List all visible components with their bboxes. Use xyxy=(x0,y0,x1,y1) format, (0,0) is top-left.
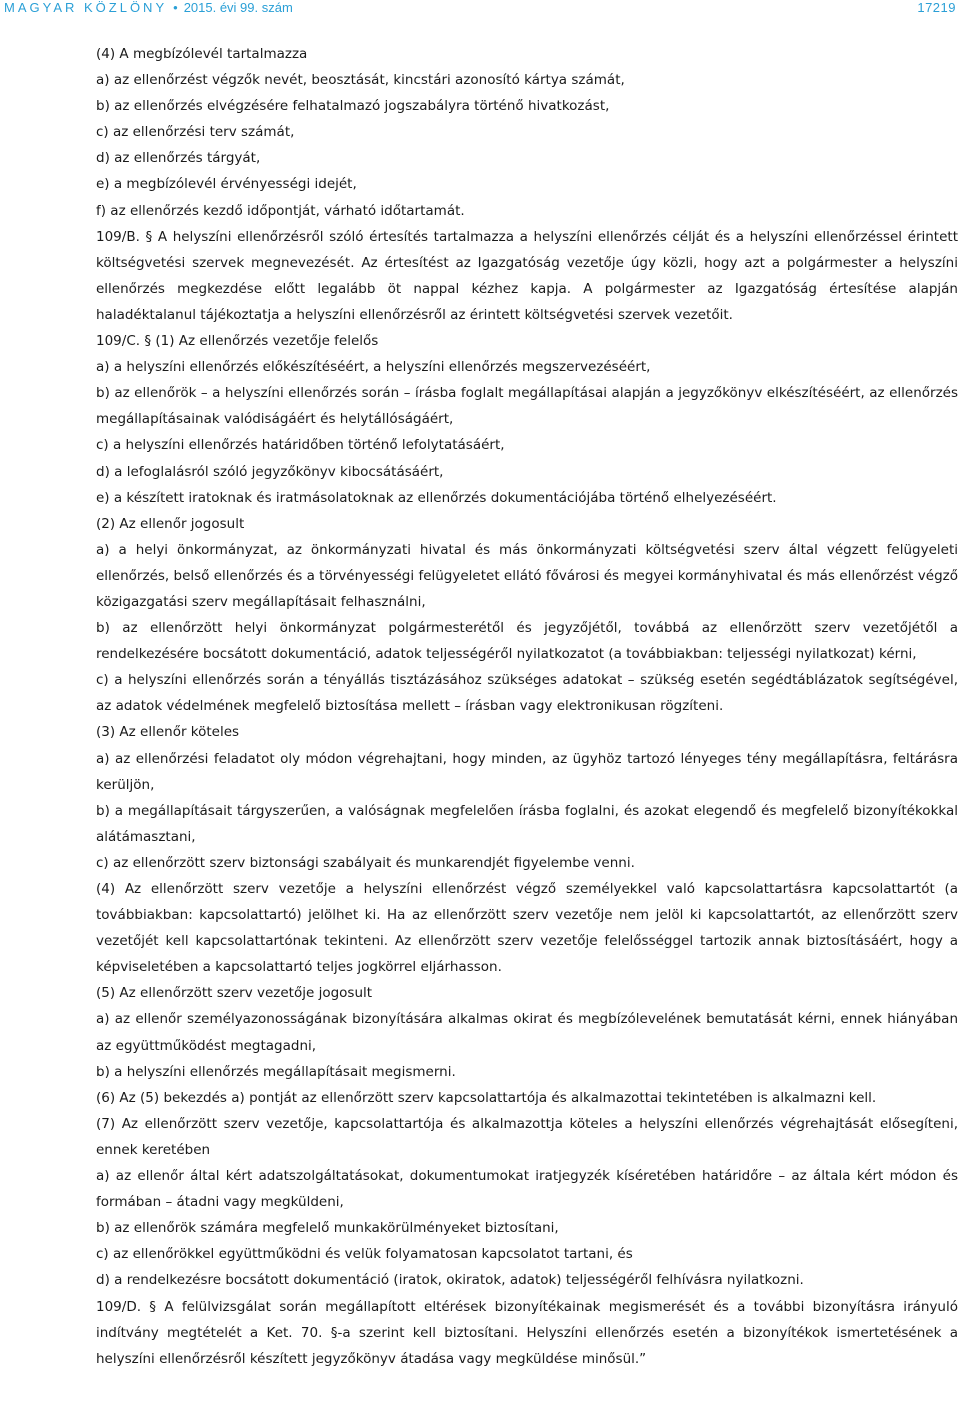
paragraph: a) a helyszíni ellenőrzés előkészítéséért, a helyszíni ellenőrzés megszervezéséért, xyxy=(96,359,651,376)
paragraph: a) az ellenőrzési feladatot oly módon végrehajtani, hogy minden, az ügyhöz tartozó lényeges tény megállapításra, feltárásra kerüljön, xyxy=(96,750,958,793)
paragraph: c) a helyszíni ellenőrzés határidőben történő lefolytatásáért, xyxy=(96,437,505,454)
paragraph: (4) Az ellenőrzött szerv vezetője a helyszíni ellenőrzést végző személyekkel való kapcsolattartásra kapcsolattartót (a továbbiakban: kapcsolattartó) jelölhet ki. Ha az ellenőrzött szerv vezetője nem jelöl ki kapcsolattartót, az ellenőrzött szerv vezetőjét kell kapcsolattartónak tekinteni. Az ellenőrzött szerv vezetője felelősséggel tartozik annak biztosításáért, hogy a képviseletében a kapcsolattartó teljes jogkörrel eljárhasson. xyxy=(96,881,958,976)
paragraph: (7) Az ellenőrzött szerv vezetője, kapcsolattartója és alkalmazottja köteles a helyszíni ellenőrzés végrehajtását elősegíteni, ennek keretében xyxy=(96,1115,958,1158)
paragraph: f) az ellenőrzés kezdő időpontját, várható időtartamát. xyxy=(96,202,465,219)
paragraph: b) a megállapításait tárgyszerűen, a valóságnak megfelelően írásba foglalni, és azokat elegendő és megfelelő bizonyítékokkal alátámasztani, xyxy=(96,802,958,845)
paragraph: b) az ellenőrzött helyi önkormányzat polgármesterétől és jegyzőjétől, továbbá az ellenőrzött szerv vezetőjétől a rendelkezésére bocsátott dokumentáció, adatok teljességéről nyilatkozatot (a továbbiakban: teljességi nyilatkozat) kérni, xyxy=(96,620,958,663)
paragraph: (3) Az ellenőr köteles xyxy=(96,724,240,741)
paragraph: a) az ellenőrzést végzők nevét, beosztását, kincstári azonosító kártya számát, xyxy=(96,72,625,89)
page-number: 17219 xyxy=(917,0,956,15)
paragraph: (4) A megbízólevél tartalmazza xyxy=(96,46,308,62)
paragraph: a) az ellenőr személyazonosságának bizonyítására alkalmas okirat és megbízólevelének bemutatását kérni, ennek hiányában az együttműködést megtagadni, xyxy=(96,1011,958,1054)
paragraph: d) a lefoglalásról szóló jegyzőkönyv kibocsátásáért, xyxy=(96,463,444,480)
paragraph: e) a készített iratoknak és iratmásolatoknak az ellenőrzés dokumentációjába történő elhelyezéséért. xyxy=(96,489,777,506)
section-109c: 109/C. § (1) Az ellenőrzés vezetője felelős xyxy=(96,333,379,350)
paragraph: d) az ellenőrzés tárgyát, xyxy=(96,150,261,167)
issue-number: 2015. évi 99. szám xyxy=(183,0,293,15)
paragraph: b) a helyszíni ellenőrzés megállapításait megismerni. xyxy=(96,1063,456,1080)
paragraph: c) a helyszíni ellenőrzés során a tényállás tisztázásához szükséges adatokat – szükség esetén segédtáblázatok segítségével, az adatok védelmének megfelelő biztosítása mellett – írásban vagy elektronikusan rögzíteni. xyxy=(96,672,958,715)
paragraph: (5) Az ellenőrzött szerv vezetője jogosult xyxy=(96,985,373,1002)
paragraph: e) a megbízólevél érvényességi idejét, xyxy=(96,176,357,193)
paragraph: b) az ellenőrök – a helyszíni ellenőrzés során – írásba foglalt megállapításai alapján a jegyzőkönyv elkészítéséért, az ellenőrzés megállapításainak valódiságáért és helytállóságáért, xyxy=(96,385,958,428)
paragraph: d) a rendelkezésre bocsátott dokumentáció (iratok, okiratok, adatok) teljességéről felhívásra nyilatkozni. xyxy=(96,1272,804,1289)
paragraph: b) az ellenőrök számára megfelelő munkakörülményeket biztosítani, xyxy=(96,1220,559,1237)
section-109d: 109/D. § A felülvizsgálat során megállapított eltérések bizonyítékainak megismerését és a további bizonyításra irányuló indítvány megtételét a Ket. 70. §-a szerint kell biztosítani. Helyszíni ellenőrzés esetén a bizonyítékok ismertetésének a helyszíni ellenőrzésről készített jegyzőkönyv átadása vagy megküldése minősül.” xyxy=(96,1298,958,1367)
paragraph: a) az ellenőr által kért adatszolgáltatásokat, dokumentumokat iratjegyzék kíséretében határidőre – az általa kért módon és formában – átadni vagy megküldeni, xyxy=(96,1168,958,1211)
masthead-title: MAGYAR KÖZLÖNY xyxy=(4,0,168,15)
paragraph: c) az ellenőrökkel együttműködni és velük folyamatosan kapcsolatot tartani, és xyxy=(96,1246,633,1263)
paragraph: a) a helyi önkormányzat, az önkormányzati hivatal és más önkormányzati költségvetési szerv által végzett felügyeleti ellenőrzés, belső ellenőrzés és a törvényességi felügyeletet ellátó fővárosi és megyei kormányhivatal és más ellenőrzést végző közigazgatási szerv megállapításait felhasználni, xyxy=(96,541,958,610)
header-bullet: • xyxy=(173,0,178,15)
paragraph: (6) Az (5) bekezdés a) pontját az ellenőrzött szerv kapcsolattartója és alkalmazottai tekintetében is alkalmazni kell. xyxy=(96,1089,877,1106)
section-109b: 109/B. § A helyszíni ellenőrzésről szóló értesítés tartalmazza a helyszíni ellenőrzés célját és a helyszíni ellenőrzéssel érintett költségvetési szervek megnevezését. Az értesítést az Igazgatóság vezetője úgy közli, hogy azt a polgármester a helyszíni ellenőrzés megkezdése előtt legalább öt nappal kézhez kapja. A polgármester az Igazgatóság értesítése alapján haladéktalanul tájékoztatja a helyszíni ellenőrzésről az érintett költségvetési szervek vezetőit. xyxy=(96,228,958,323)
header-left xyxy=(4,0,293,15)
paragraph: c) az ellenőrzött szerv biztonsági szabályait és munkarendjét figyelembe venni. xyxy=(96,854,635,871)
document-body xyxy=(96,41,958,1372)
page-header xyxy=(0,0,960,24)
paragraph: b) az ellenőrzés elvégzésére felhatalmazó jogszabályra történő hivatkozást, xyxy=(96,98,610,115)
paragraph: c) az ellenőrzési terv számát, xyxy=(96,124,295,141)
paragraph: (2) Az ellenőr jogosult xyxy=(96,515,245,532)
